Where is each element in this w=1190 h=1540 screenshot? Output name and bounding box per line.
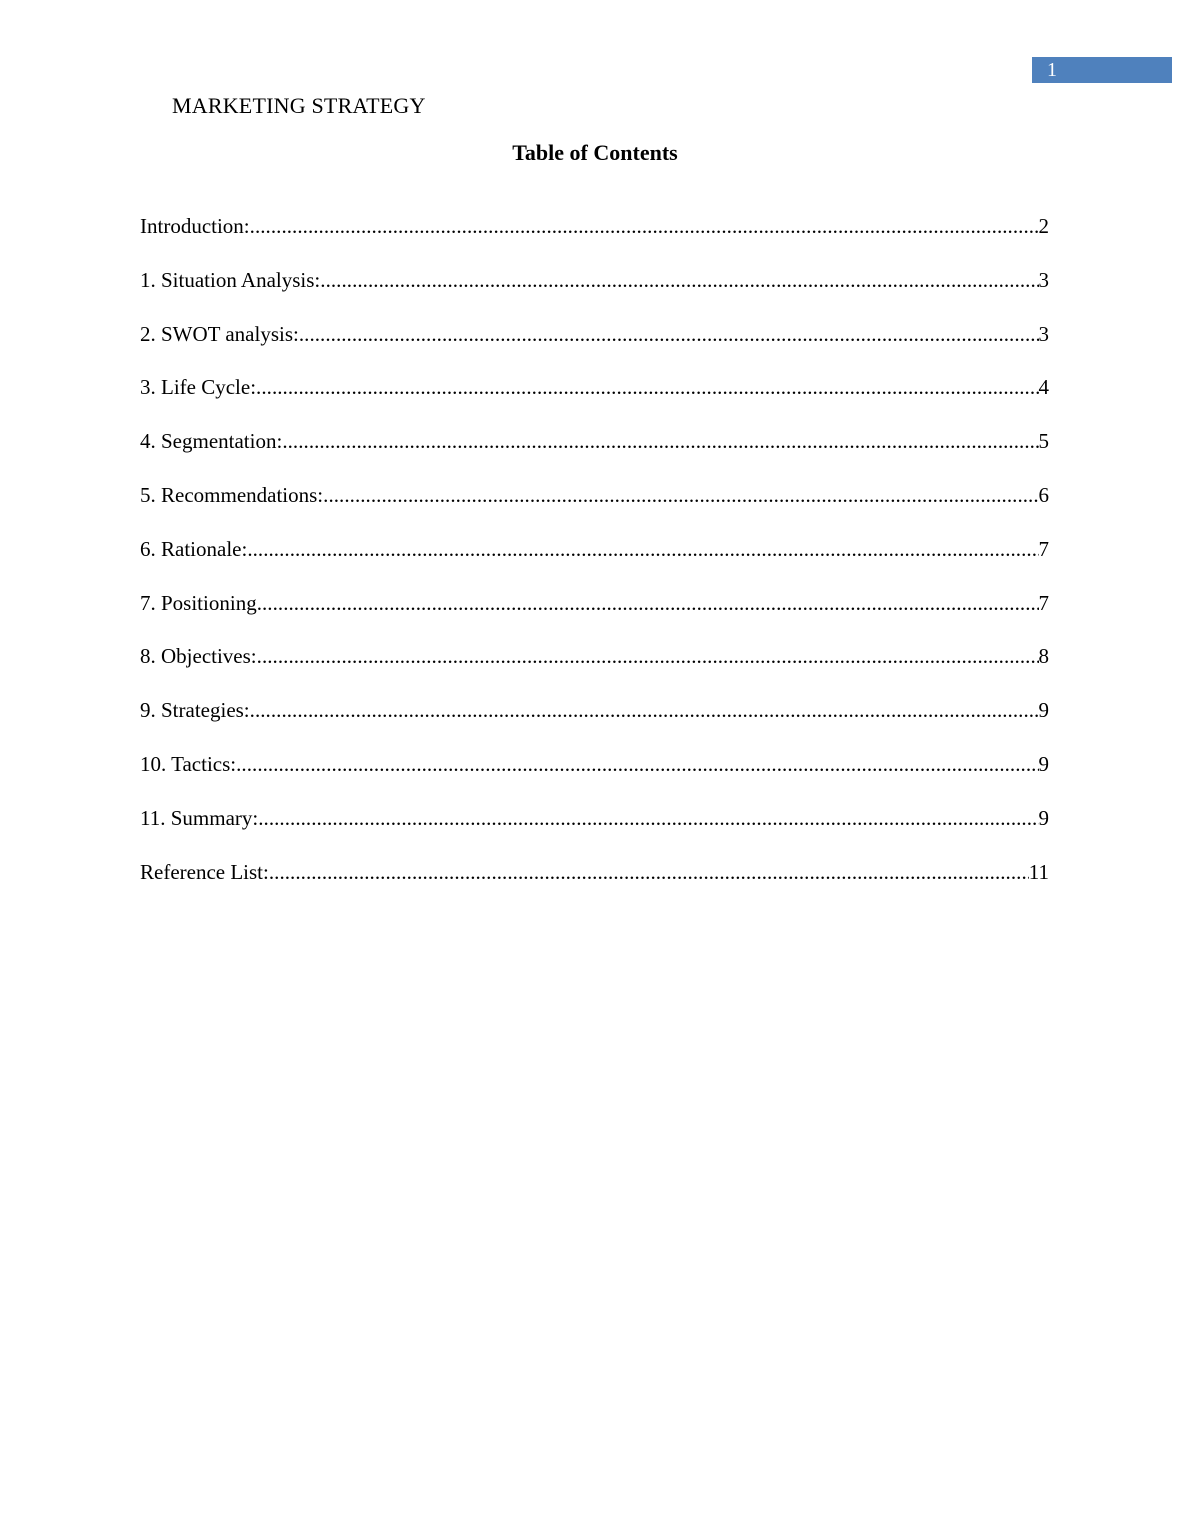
toc-entry-label: 5. Recommendations: — [140, 482, 324, 507]
toc-entry-positioning[interactable] — [140, 589, 1049, 643]
toc-entry-page: 6 — [1038, 482, 1049, 507]
toc-entry-swot-analysis[interactable] — [140, 320, 1049, 374]
toc-entry-label: 4. Segmentation: — [140, 429, 283, 454]
dot-leader — [250, 212, 1039, 240]
toc-entry-situation-analysis[interactable] — [140, 266, 1049, 320]
toc-entry-label: 8. Objectives: — [140, 644, 257, 669]
dot-leader — [257, 642, 1039, 670]
toc-entry-recommendations[interactable] — [140, 481, 1049, 535]
dot-leader — [256, 373, 1038, 401]
dot-leader — [323, 481, 1038, 509]
toc-entry-page: 4 — [1038, 375, 1049, 400]
dot-leader — [250, 696, 1039, 724]
page-number-badge — [1032, 57, 1172, 83]
dot-leader — [299, 320, 1039, 348]
toc-entry-page: 7 — [1038, 590, 1049, 615]
toc-entry-label: 1. Situation Analysis: — [140, 267, 321, 292]
toc-entry-life-cycle[interactable] — [140, 373, 1049, 427]
page-number: 1 — [1047, 59, 1057, 81]
toc-entry-label: Reference List: — [140, 859, 269, 884]
dot-leader — [269, 858, 1029, 886]
toc-entry-label: 9. Strategies: — [140, 698, 250, 723]
dot-leader — [257, 589, 1039, 617]
toc-entry-reference-list[interactable] — [140, 858, 1049, 912]
dot-leader — [320, 266, 1038, 294]
toc-entry-label: Introduction: — [140, 214, 250, 238]
dot-leader — [236, 750, 1038, 778]
toc-entry-label: 3. Life Cycle: — [140, 375, 257, 400]
toc-entry-segmentation[interactable] — [140, 427, 1049, 481]
toc-entry-page: 3 — [1038, 267, 1049, 292]
toc-entry-page: 9 — [1038, 751, 1049, 776]
toc-entry-label: 2. SWOT analysis: — [140, 321, 299, 346]
toc-entry-label: 7. Positioning — [140, 590, 257, 615]
toc-entry-page: 8 — [1038, 644, 1049, 669]
table-of-contents — [140, 212, 1049, 911]
toc-entry-page: 2 — [1038, 214, 1049, 238]
toc-entry-page: 7 — [1038, 536, 1049, 561]
toc-entry-strategies[interactable] — [140, 696, 1049, 750]
toc-entry-page: 9 — [1038, 698, 1049, 723]
dot-leader — [282, 427, 1038, 455]
toc-entry-label: 10. Tactics: — [140, 751, 237, 776]
toc-entry-objectives[interactable] — [140, 642, 1049, 696]
toc-entry-page: 5 — [1038, 429, 1049, 454]
dot-leader — [258, 804, 1038, 832]
toc-entry-page: 11 — [1028, 859, 1049, 884]
toc-entry-rationale[interactable] — [140, 535, 1049, 589]
toc-entry-introduction[interactable] — [140, 212, 1049, 266]
toc-entry-summary[interactable] — [140, 804, 1049, 858]
running-header-title: MARKETING STRATEGY — [172, 93, 426, 118]
toc-title: Table of Contents — [512, 140, 678, 165]
toc-entry-page: 9 — [1038, 805, 1049, 830]
toc-entry-label: 6. Rationale: — [140, 536, 248, 561]
dot-leader — [247, 535, 1038, 563]
toc-entry-tactics[interactable] — [140, 750, 1049, 804]
toc-entry-page: 3 — [1038, 321, 1049, 346]
toc-entry-label: 11. Summary: — [140, 805, 259, 830]
